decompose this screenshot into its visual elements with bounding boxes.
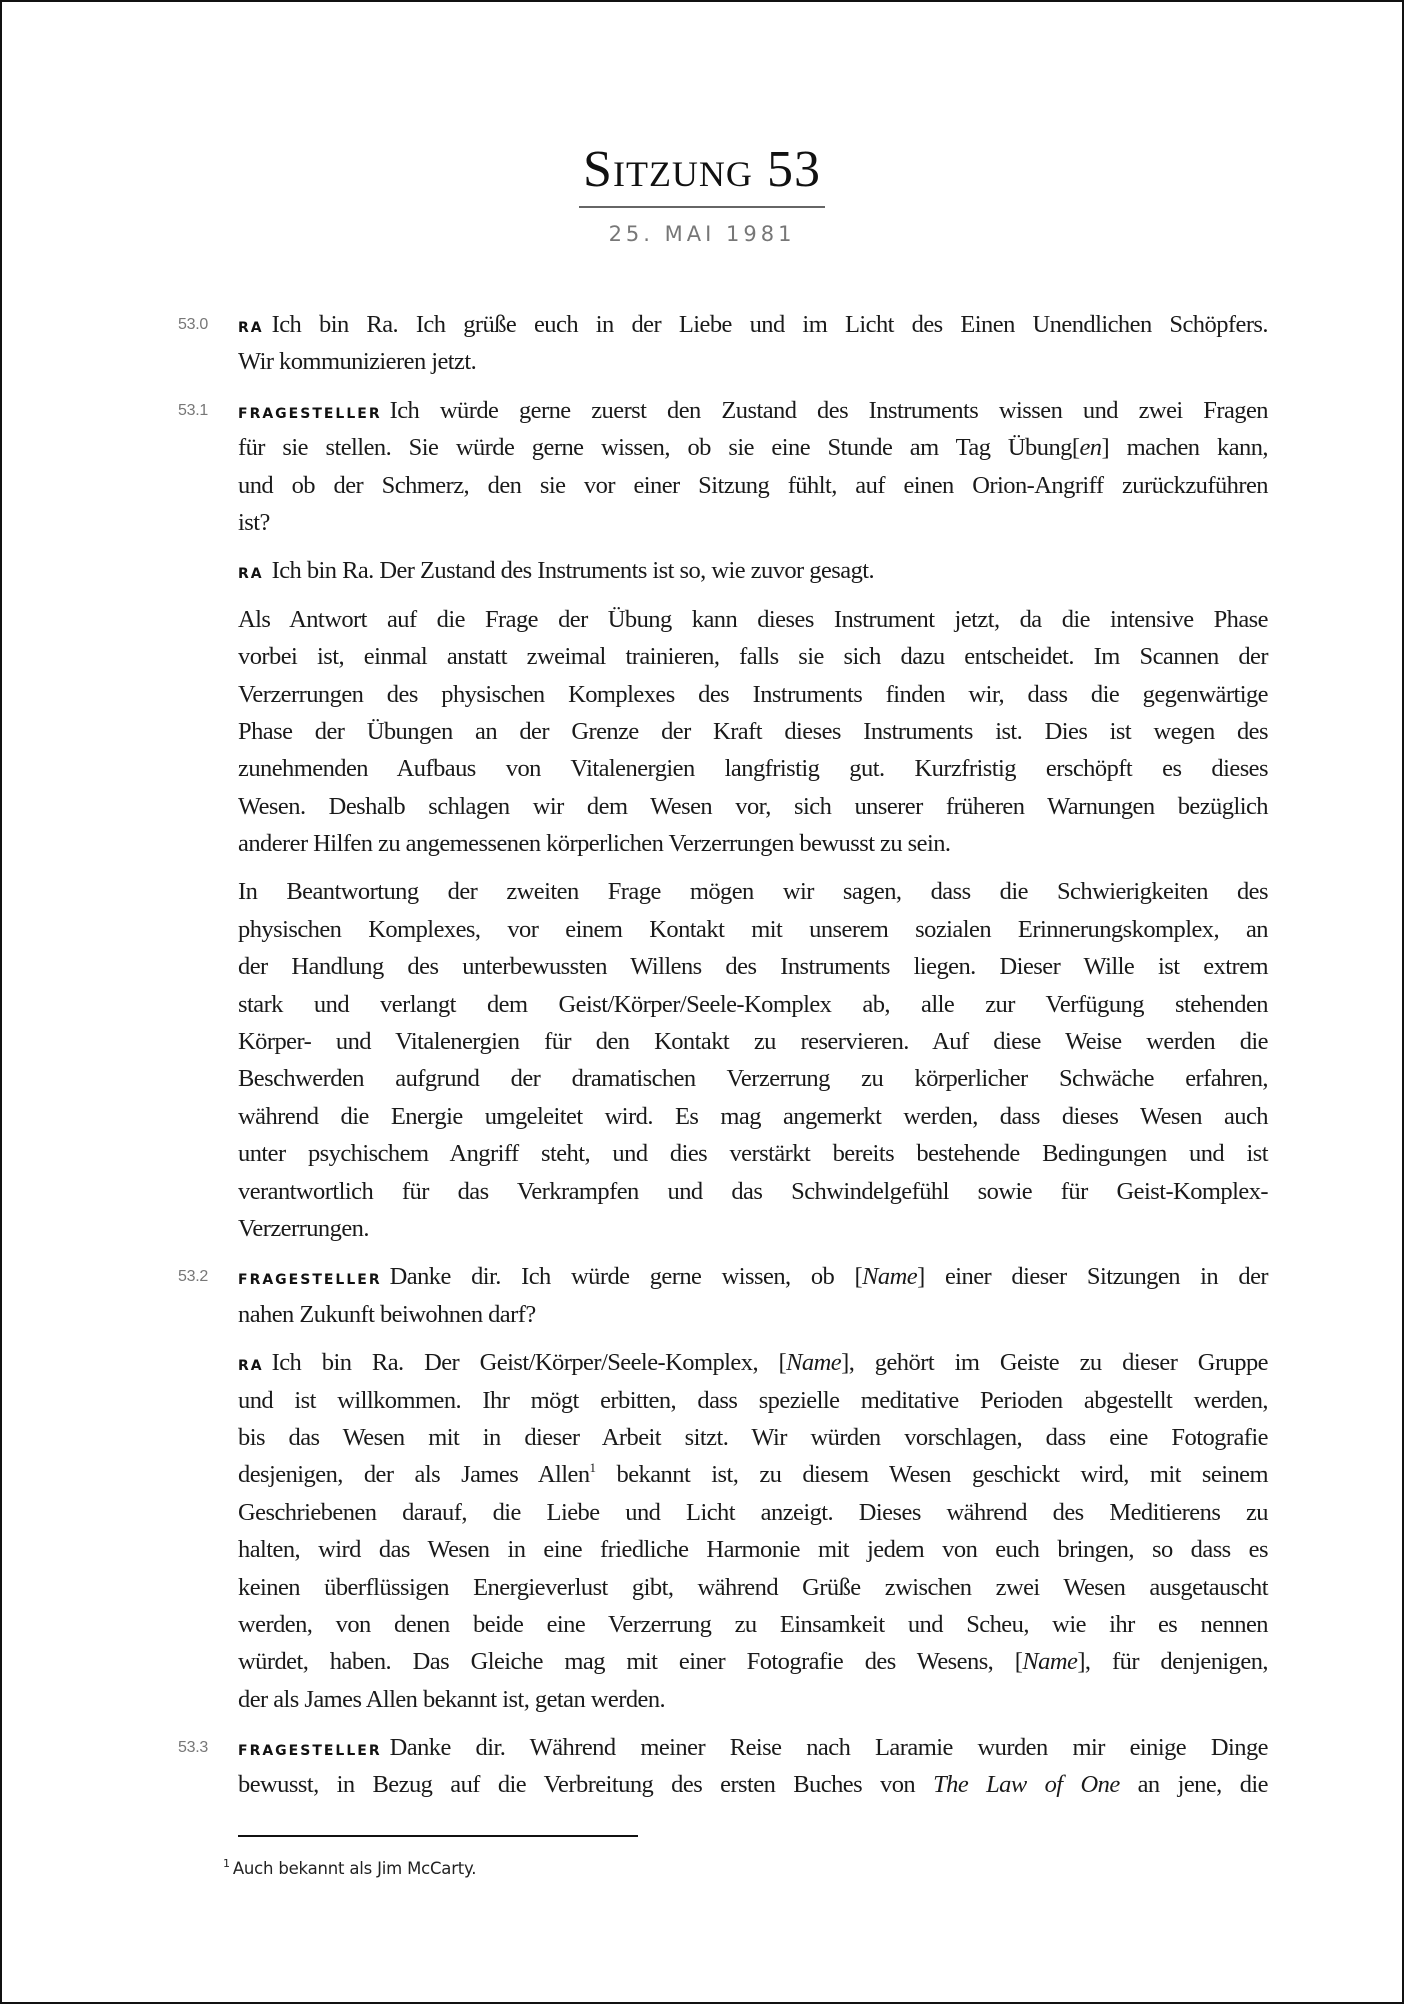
text-segment: bewusst, in Bezug auf die Verbreitung des ersten Buches von xyxy=(238,1771,934,1799)
text-segment: der als James Allen bekannt ist, getan werden. xyxy=(238,1685,666,1713)
footnote-divider xyxy=(238,1835,638,1837)
session-header xyxy=(2,140,1402,246)
footnote xyxy=(223,1857,476,1878)
text-line xyxy=(238,1098,1268,1135)
text-segment: keinen überflüssigen Energieverlust gibt, während Grüße zwischen zwei Wesen ausgetauscht xyxy=(238,1573,1268,1601)
footnote-reference: 1 xyxy=(589,1460,596,1476)
text-segment: Danke dir. Ich würde gerne wissen, ob [ xyxy=(389,1263,863,1291)
page-title xyxy=(579,140,825,208)
text-line xyxy=(238,1681,1268,1718)
text-line xyxy=(238,601,1268,638)
text-segment: Körper- und Vitalenergien für den Kontakt zu reservieren. Auf diese Weise werden die xyxy=(238,1028,1268,1056)
text-segment: Name xyxy=(862,1263,918,1291)
text-line xyxy=(238,1296,1268,1333)
text-segment: für sie stellen. Sie würde gerne wissen, ob sie eine Stunde am Tag Übung[ xyxy=(238,434,1080,462)
text-segment: und ist willkommen. Ihr mögt erbitten, dass spezielle meditative Perioden abgestellt werden, xyxy=(238,1386,1268,1414)
text-line xyxy=(238,873,1268,910)
text-segment: Ich würde gerne zuerst den Zustand des Instruments wissen und zwei Fragen xyxy=(389,396,1268,424)
text-line xyxy=(238,467,1268,504)
text-segment: Ich bin Ra. Ich grüße euch in der Liebe und im Licht des Einen Unendlichen Schöpfers. xyxy=(271,311,1268,338)
text-segment: würdet, haben. Das Gleiche mag mit einer Fotografie des Wesens, [ xyxy=(238,1648,1023,1676)
title-word: Sitzung xyxy=(583,141,753,198)
text-line xyxy=(238,1060,1268,1097)
text-segment: Wir kommunizieren jetzt. xyxy=(238,348,477,376)
text-segment: unter psychischem Angriff steht, und dies verstärkt bereits bestehende Bedingungen und ist xyxy=(238,1140,1268,1168)
text-segment: In Beantwortung der zweiten Frage mögen wir sagen, dass die Schwierigkeiten des xyxy=(238,878,1268,906)
session-date: 25. MAI 1981 xyxy=(608,222,796,246)
text-segment: werden, von denen beide eine Verzerrung zu Einsamkeit und Scheu, wie ihr es nennen xyxy=(238,1610,1268,1638)
speaker-label: RA xyxy=(238,320,264,336)
text-segment: Name xyxy=(1022,1648,1078,1676)
text-line xyxy=(238,1494,1268,1531)
text-line xyxy=(238,1729,1268,1766)
text-line xyxy=(238,343,1268,380)
text-line xyxy=(238,1569,1268,1606)
text-line xyxy=(238,1173,1268,1210)
text-line xyxy=(238,713,1268,750)
text-segment: Geschriebenen darauf, die Liebe und Licht anzeigt. Dieses während des Meditierens zu xyxy=(238,1498,1268,1526)
transcript-paragraph xyxy=(178,1258,1269,1333)
text-line xyxy=(238,1382,1268,1419)
text-line xyxy=(238,306,1268,343)
text-line xyxy=(238,1766,1268,1803)
text-segment: Beschwerden aufgrund der dramatischen Verzerrung zu körperlicher Schwäche erfahren, xyxy=(238,1065,1268,1093)
text-line xyxy=(238,911,1268,948)
text-line xyxy=(238,1456,1268,1493)
text-line xyxy=(238,750,1268,787)
transcript-body xyxy=(178,306,1269,1815)
text-line xyxy=(238,1258,1268,1295)
speaker-label: FRAGESTELLER xyxy=(238,1743,382,1760)
text-segment: Verzerrungen des physischen Komplexes des Instruments finden wir, dass die gegenwärtige xyxy=(238,680,1268,708)
text-segment: vorbei ist, einmal anstatt zweimal trainieren, falls sie sich dazu entscheidet. Im Scannen der xyxy=(238,643,1268,671)
question-number: 53.3 xyxy=(178,1739,208,1757)
speaker-label: FRAGESTELLER xyxy=(238,405,382,422)
text-line xyxy=(238,552,1268,589)
text-segment: The Law of One xyxy=(933,1771,1120,1799)
text-line xyxy=(238,1643,1268,1680)
text-line xyxy=(238,1344,1268,1381)
text-line xyxy=(238,429,1268,466)
text-segment: ist? xyxy=(238,508,270,536)
text-segment: anderer Hilfen zu angemessenen körperlichen Verzerrungen bewusst zu sein. xyxy=(238,830,951,858)
transcript-paragraph xyxy=(178,306,1268,381)
text-line xyxy=(238,948,1268,985)
text-segment: ], für denjenigen, xyxy=(1077,1648,1268,1676)
text-segment: nahen Zukunft beiwohnen darf? xyxy=(238,1300,536,1328)
speaker-label: FRAGESTELLER xyxy=(238,1272,382,1289)
text-segment: der Handlung des unterbewussten Willens des Instruments liegen. Dieser Wille ist extrem xyxy=(238,953,1268,981)
question-number: 53.2 xyxy=(178,1268,208,1286)
text-line xyxy=(238,1419,1268,1456)
text-segment: Verzerrungen. xyxy=(238,1214,369,1242)
speaker-label: RA xyxy=(238,1358,264,1375)
text-line xyxy=(238,1135,1268,1172)
text-segment: halten, wird das Wesen in eine friedliche Harmonie mit jedem von euch bringen, so dass es xyxy=(238,1536,1268,1564)
text-segment: physischen Komplexes, vor einem Kontakt mit unserem sozialen Erinnerungskomplex, an xyxy=(238,915,1268,943)
transcript-paragraph xyxy=(238,601,1268,863)
text-line xyxy=(238,1210,1268,1247)
question-number: 53.1 xyxy=(178,401,208,419)
text-line xyxy=(238,1531,1268,1568)
footnote-text: Auch bekannt als Jim McCarty. xyxy=(232,1859,477,1878)
text-segment: während die Energie umgeleitet wird. Es mag angemerkt werden, dass dieses Wesen auch xyxy=(238,1102,1268,1130)
text-line xyxy=(238,638,1268,675)
text-segment: bis das Wesen mit in dieser Arbeit sitzt. Wir würden vorschlagen, dass eine Fotografie xyxy=(238,1423,1268,1451)
text-line xyxy=(238,825,1268,862)
text-line xyxy=(238,392,1268,429)
text-segment: ] machen kann, xyxy=(1101,434,1268,462)
transcript-paragraph xyxy=(178,392,1268,542)
title-number: 53 xyxy=(766,141,821,198)
text-line xyxy=(238,1606,1268,1643)
text-segment: Phase der Übungen an der Grenze der Kraft dieses Instruments ist. Dies ist wegen des xyxy=(238,717,1268,745)
text-segment: Als Antwort auf die Frage der Übung kann dieses Instrument jetzt, da die intensive Phase xyxy=(238,605,1268,633)
text-line xyxy=(238,788,1268,825)
text-segment: bekannt ist, zu diesem Wesen geschickt wird, mit seinem xyxy=(595,1461,1268,1489)
text-line xyxy=(238,504,1268,541)
text-segment: Ich bin Ra. Der Geist/Körper/Seele-Komplex, [ xyxy=(271,1349,787,1377)
speaker-label: RA xyxy=(238,566,264,583)
transcript-paragraph xyxy=(238,552,1268,589)
text-segment: ] einer dieser Sitzungen in der xyxy=(917,1263,1269,1291)
question-number: 53.0 xyxy=(178,316,208,333)
text-segment: Danke dir. Während meiner Reise nach Laramie wurden mir einige Dinge xyxy=(389,1734,1268,1762)
text-segment: Wesen. Deshalb schlagen wir dem Wesen vor, sich unserer früheren Warnungen bezüglich xyxy=(238,792,1268,820)
text-segment: Name xyxy=(786,1349,842,1377)
text-line xyxy=(238,986,1268,1023)
text-segment: zunehmenden Aufbaus von Vitalenergien langfristig gut. Kurzfristig erschöpft es dieses xyxy=(238,755,1268,783)
text-segment: en xyxy=(1079,434,1102,462)
text-segment: ], gehört im Geiste zu dieser Gruppe xyxy=(841,1349,1268,1377)
text-segment: verantwortlich für das Verkrampfen und das Schwindelgefühl sowie für Geist-Komplex- xyxy=(238,1177,1268,1205)
text-line xyxy=(238,1023,1268,1060)
transcript-paragraph xyxy=(178,1729,1268,1804)
text-line xyxy=(238,676,1268,713)
text-segment: an jene, die xyxy=(1119,1771,1268,1799)
text-segment: desjenigen, der als James Allen xyxy=(238,1461,590,1489)
footnote-mark: 1 xyxy=(223,1857,230,1870)
text-segment: stark und verlangt dem Geist/Körper/Seele-Komplex ab, alle zur Verfügung stehenden xyxy=(238,990,1268,1018)
text-segment: und ob der Schmerz, den sie vor einer Sitzung fühlt, auf einen Orion-Angriff zurückzuführen xyxy=(238,471,1268,499)
transcript-paragraph xyxy=(238,873,1268,1247)
transcript-paragraph xyxy=(238,1344,1268,1718)
text-segment: Ich bin Ra. Der Zustand des Instruments ist so, wie zuvor gesagt. xyxy=(271,557,875,585)
